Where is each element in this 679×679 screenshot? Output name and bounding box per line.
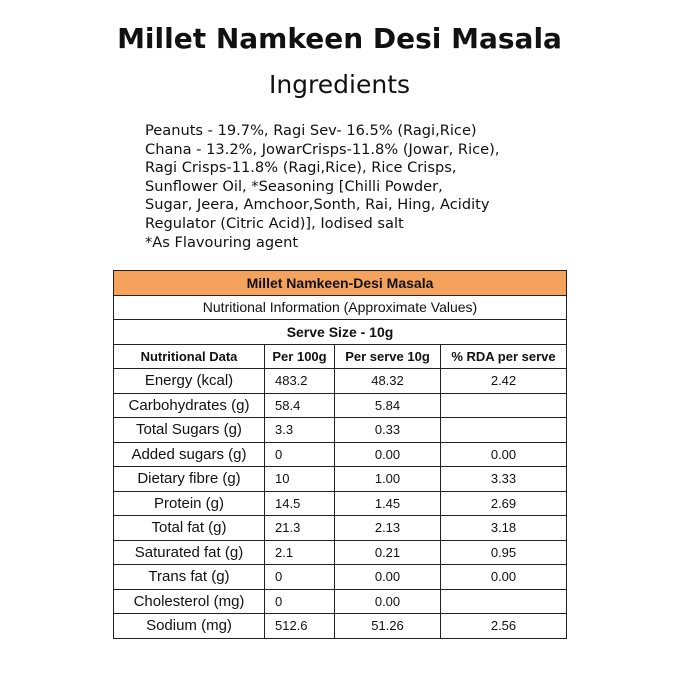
per-serve-value: 1.45: [335, 491, 441, 516]
table-header-row: [114, 344, 567, 369]
table-row: [114, 540, 567, 565]
ingredients-line: Ragi Crisps-11.8% (Ragi,Rice), Rice Crisps,: [145, 159, 457, 177]
nutrient-name: Trans fat (g): [114, 565, 265, 590]
rda-value: [441, 589, 567, 614]
nutrient-name: Energy (kcal): [114, 369, 265, 394]
rda-value: 2.56: [441, 614, 567, 639]
table-row: [114, 369, 567, 394]
per-serve-value: 0.00: [335, 442, 441, 467]
ingredients-text: [145, 122, 575, 252]
table-row: [114, 565, 567, 590]
nutrient-name: Saturated fat (g): [114, 540, 265, 565]
per-100g-value: 0: [265, 565, 335, 590]
ingredients-line: *As Flavouring agent: [145, 233, 299, 251]
rda-value: 2.42: [441, 369, 567, 394]
per-serve-value: 0.00: [335, 589, 441, 614]
per-100g-value: 512.6: [265, 614, 335, 639]
ingredients-line: Sugar, Jeera, Amchoor,Sonth, Rai, Hing, Acidity: [145, 196, 490, 214]
table-title-row: [114, 271, 567, 296]
header-rda: % RDA per serve: [441, 344, 567, 369]
per-serve-value: 48.32: [335, 369, 441, 394]
rda-value: 0.00: [441, 442, 567, 467]
rda-value: 2.69: [441, 491, 567, 516]
ingredients-line: Regulator (Citric Acid)], Iodised salt: [145, 214, 404, 232]
per-100g-value: 0: [265, 442, 335, 467]
nutrient-name: Total fat (g): [114, 516, 265, 541]
nutrient-name: Sodium (mg): [114, 614, 265, 639]
table-info: Nutritional Information (Approximate Values): [114, 295, 567, 320]
ingredients-line: Sunflower Oil, *Seasoning [Chilli Powder,: [145, 177, 443, 195]
rda-value: 3.18: [441, 516, 567, 541]
serve-size-row: [114, 320, 567, 345]
ingredients-line: Peanuts - 19.7%, Ragi Sev- 16.5% (Ragi,Rice): [145, 122, 477, 139]
product-title: Millet Namkeen Desi Masala: [117, 22, 562, 55]
table-title: Millet Namkeen-Desi Masala: [114, 271, 567, 296]
per-100g-value: 483.2: [265, 369, 335, 394]
header-per-100g: Per 100g: [265, 344, 335, 369]
per-100g-value: 14.5: [265, 491, 335, 516]
header-per-serve: Per serve 10g: [335, 344, 441, 369]
per-100g-value: 10: [265, 467, 335, 492]
table-row: [114, 491, 567, 516]
nutrition-table: [113, 270, 567, 639]
per-100g-value: 3.3: [265, 418, 335, 443]
table-info-row: [114, 295, 567, 320]
nutrient-name: Carbohydrates (g): [114, 393, 265, 418]
nutrient-name: Added sugars (g): [114, 442, 265, 467]
nutrient-name: Cholesterol (mg): [114, 589, 265, 614]
nutrient-name: Dietary fibre (g): [114, 467, 265, 492]
table-row: [114, 418, 567, 443]
rda-value: 0.95: [441, 540, 567, 565]
rda-value: 0.00: [441, 565, 567, 590]
per-100g-value: 0: [265, 589, 335, 614]
table-row: [114, 467, 567, 492]
table-row: [114, 442, 567, 467]
ingredients-heading: Ingredients: [268, 70, 411, 99]
per-100g-value: 58.4: [265, 393, 335, 418]
per-serve-value: 0.21: [335, 540, 441, 565]
header-nutritional-data: Nutritional Data: [114, 344, 265, 369]
per-serve-value: 0.33: [335, 418, 441, 443]
rda-value: 3.33: [441, 467, 567, 492]
per-serve-value: 51.26: [335, 614, 441, 639]
per-serve-value: 1.00: [335, 467, 441, 492]
per-serve-value: 5.84: [335, 393, 441, 418]
ingredients-line: Chana - 13.2%, JowarCrisps-11.8% (Jowar, Rice),: [145, 140, 500, 158]
per-serve-value: 0.00: [335, 565, 441, 590]
per-100g-value: 2.1: [265, 540, 335, 565]
per-serve-value: 2.13: [335, 516, 441, 541]
serve-size: Serve Size - 10g: [114, 320, 567, 345]
rda-value: [441, 418, 567, 443]
table-row: [114, 589, 567, 614]
rda-value: [441, 393, 567, 418]
table-row: [114, 614, 567, 639]
table-row: [114, 393, 567, 418]
per-100g-value: 21.3: [265, 516, 335, 541]
nutrient-name: Protein (g): [114, 491, 265, 516]
table-row: [114, 516, 567, 541]
nutrient-name: Total Sugars (g): [114, 418, 265, 443]
